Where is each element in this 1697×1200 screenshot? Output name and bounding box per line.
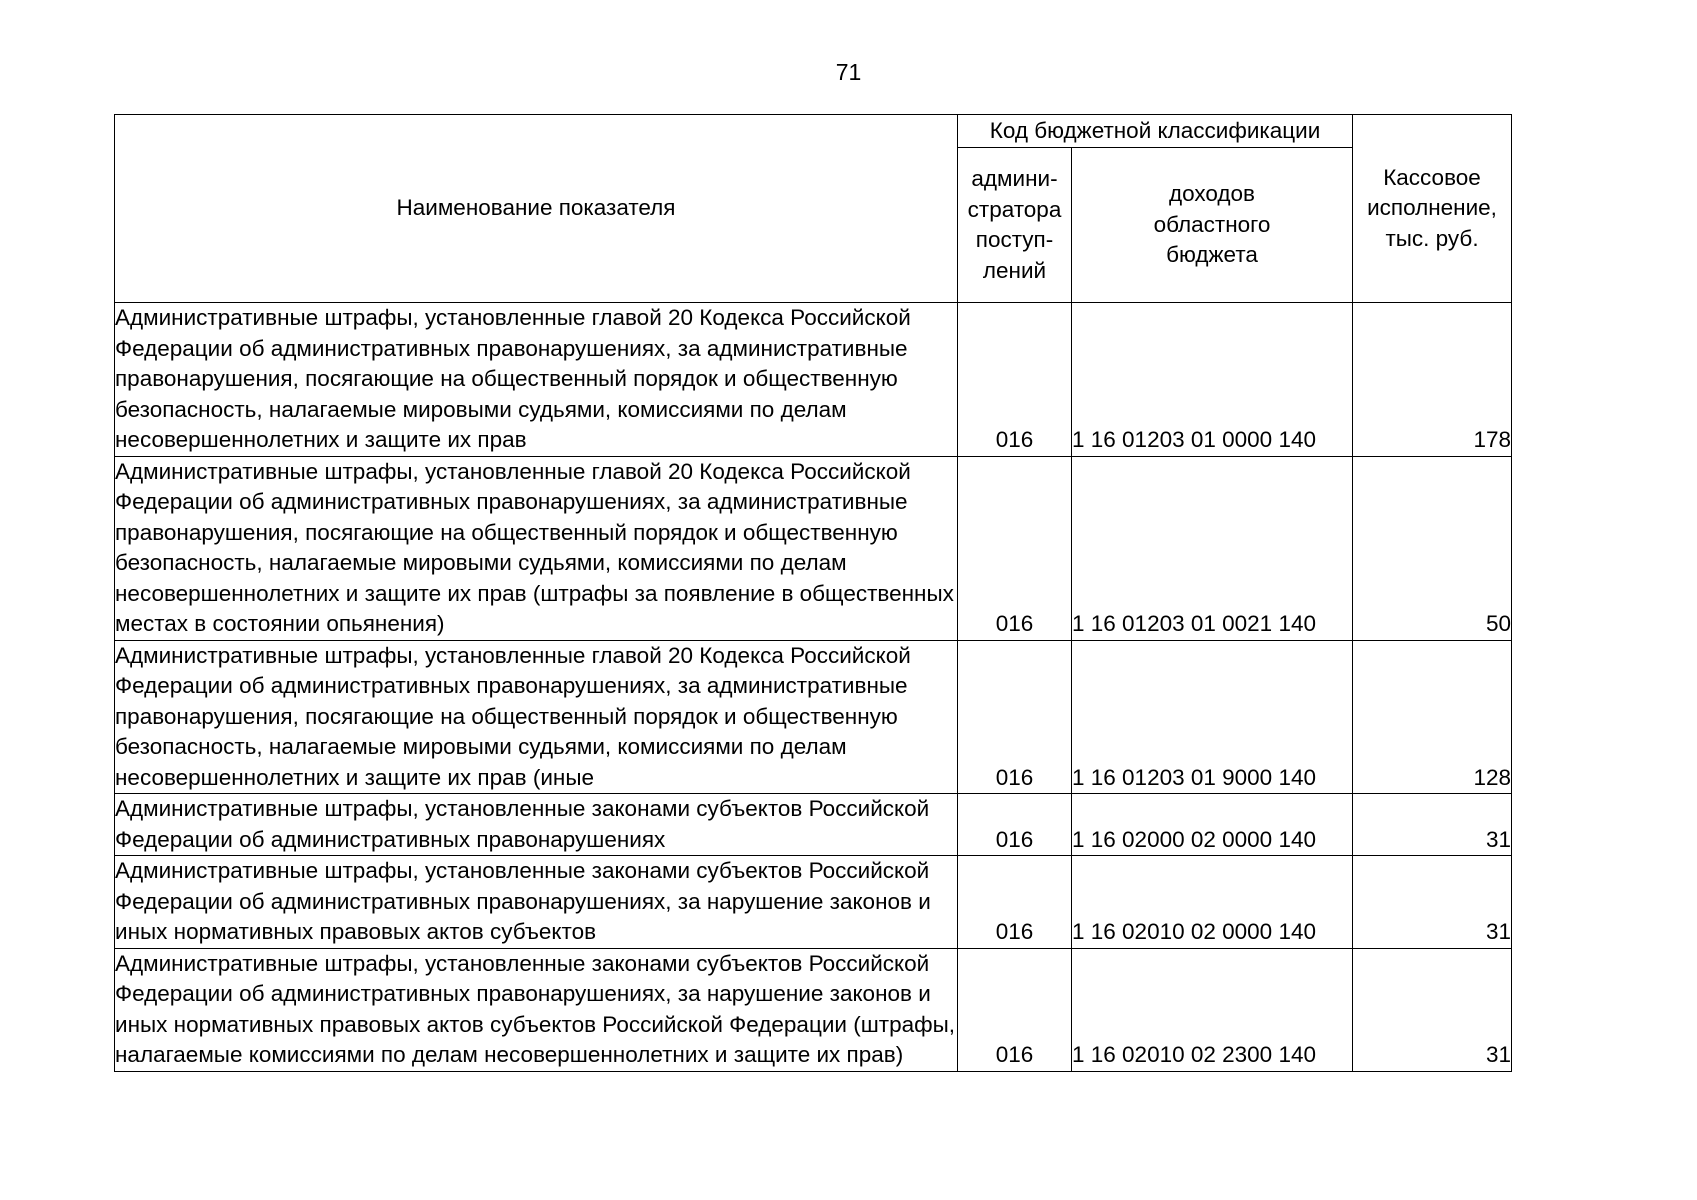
- header-budget-classification-code: Код бюджетной классификации: [958, 115, 1353, 148]
- row-indicator-name: [115, 948, 958, 1071]
- header-cash-execution: [1353, 115, 1512, 303]
- row-amount: 31: [1353, 856, 1512, 949]
- row-admin-code: 016: [958, 303, 1072, 457]
- row-indicator-name-text: Административные штрафы, установленные законами субъектов Российской Федерации об административных правонарушениях: [115, 796, 930, 852]
- table-row: [115, 948, 1512, 1071]
- row-admin-code: 016: [958, 856, 1072, 949]
- table-row: [115, 456, 1512, 640]
- row-indicator-name: [115, 794, 958, 856]
- row-income-code: 1 16 02000 02 0000 140: [1072, 794, 1353, 856]
- header-revenue-administrator: [958, 148, 1072, 303]
- table-row: [115, 640, 1512, 794]
- row-amount: 31: [1353, 948, 1512, 1071]
- header-regional-budget-income: [1072, 148, 1353, 303]
- row-indicator-name-text: Административные штрафы, установленные законами субъектов Российской Федерации об административных правонарушениях, за нарушение законов и иных нормативных правовых актов субъектов Российской Федерации (штрафы, налагаемые комиссиями по делам несовершеннолетних и защите их прав): [115, 950, 956, 1067]
- row-income-code: 1 16 02010 02 2300 140: [1072, 948, 1353, 1071]
- table-row: [115, 303, 1512, 457]
- header-indicator-name: Наименование показателя: [115, 115, 958, 303]
- row-income-code: 1 16 01203 01 0000 140: [1072, 303, 1353, 457]
- row-income-code: 1 16 01203 01 0021 140: [1072, 456, 1353, 640]
- row-income-code: 1 16 02010 02 0000 140: [1072, 856, 1353, 949]
- row-admin-code: 016: [958, 456, 1072, 640]
- table-header-row: [115, 115, 1512, 148]
- header-cash-execution-label: Кассовое исполнение, тыс. руб.: [1367, 164, 1497, 251]
- budget-revenue-table: [114, 114, 1512, 1072]
- row-amount: 50: [1353, 456, 1512, 640]
- row-indicator-name-text: Административные штрафы, установленные главой 20 Кодекса Российской Федерации об административных правонарушениях, за административные правонарушения, посягающие на общественный порядок и общественную безопасность, налагаемые мировыми судьями, комиссиями по делам несовершеннолетних и защите их прав (штрафы за появление в общественных местах в состоянии опьянения): [115, 458, 954, 636]
- row-amount: 178: [1353, 303, 1512, 457]
- table-row: [115, 794, 1512, 856]
- row-indicator-name: [115, 456, 958, 640]
- row-indicator-name: [115, 303, 958, 457]
- row-income-code: 1 16 01203 01 9000 140: [1072, 640, 1353, 794]
- row-amount: 31: [1353, 794, 1512, 856]
- row-amount: 128: [1353, 640, 1512, 794]
- row-admin-code: 016: [958, 948, 1072, 1071]
- header-regional-budget-income-label: доходов областного бюджета: [1153, 181, 1271, 268]
- row-indicator-name: [115, 856, 958, 949]
- row-indicator-name-text: Административные штрафы, установленные главой 20 Кодекса Российской Федерации об административных правонарушениях, за административные правонарушения, посягающие на общественный порядок и общественную безопасность, налагаемые мировыми судьями, комиссиями по делам несовершеннолетних и защите их прав: [115, 305, 911, 452]
- header-revenue-administrator-label: админи- стратора поступ- лений: [967, 166, 1062, 283]
- page-number: 71: [835, 59, 862, 85]
- row-indicator-name-text: Административные штрафы, установленные законами субъектов Российской Федерации об административных правонарушениях, за нарушение законов и иных нормативных правовых актов субъектов: [115, 858, 931, 944]
- row-admin-code: 016: [958, 794, 1072, 856]
- row-admin-code: 016: [958, 640, 1072, 794]
- table-row: [115, 856, 1512, 949]
- row-indicator-name-text: Административные штрафы, установленные главой 20 Кодекса Российской Федерации об административных правонарушениях, за административные правонарушения, посягающие на общественный порядок и общественную безопасность, налагаемые мировыми судьями, комиссиями по делам несовершеннолетних и защите их прав (иные: [115, 642, 911, 790]
- row-indicator-name: [115, 640, 958, 794]
